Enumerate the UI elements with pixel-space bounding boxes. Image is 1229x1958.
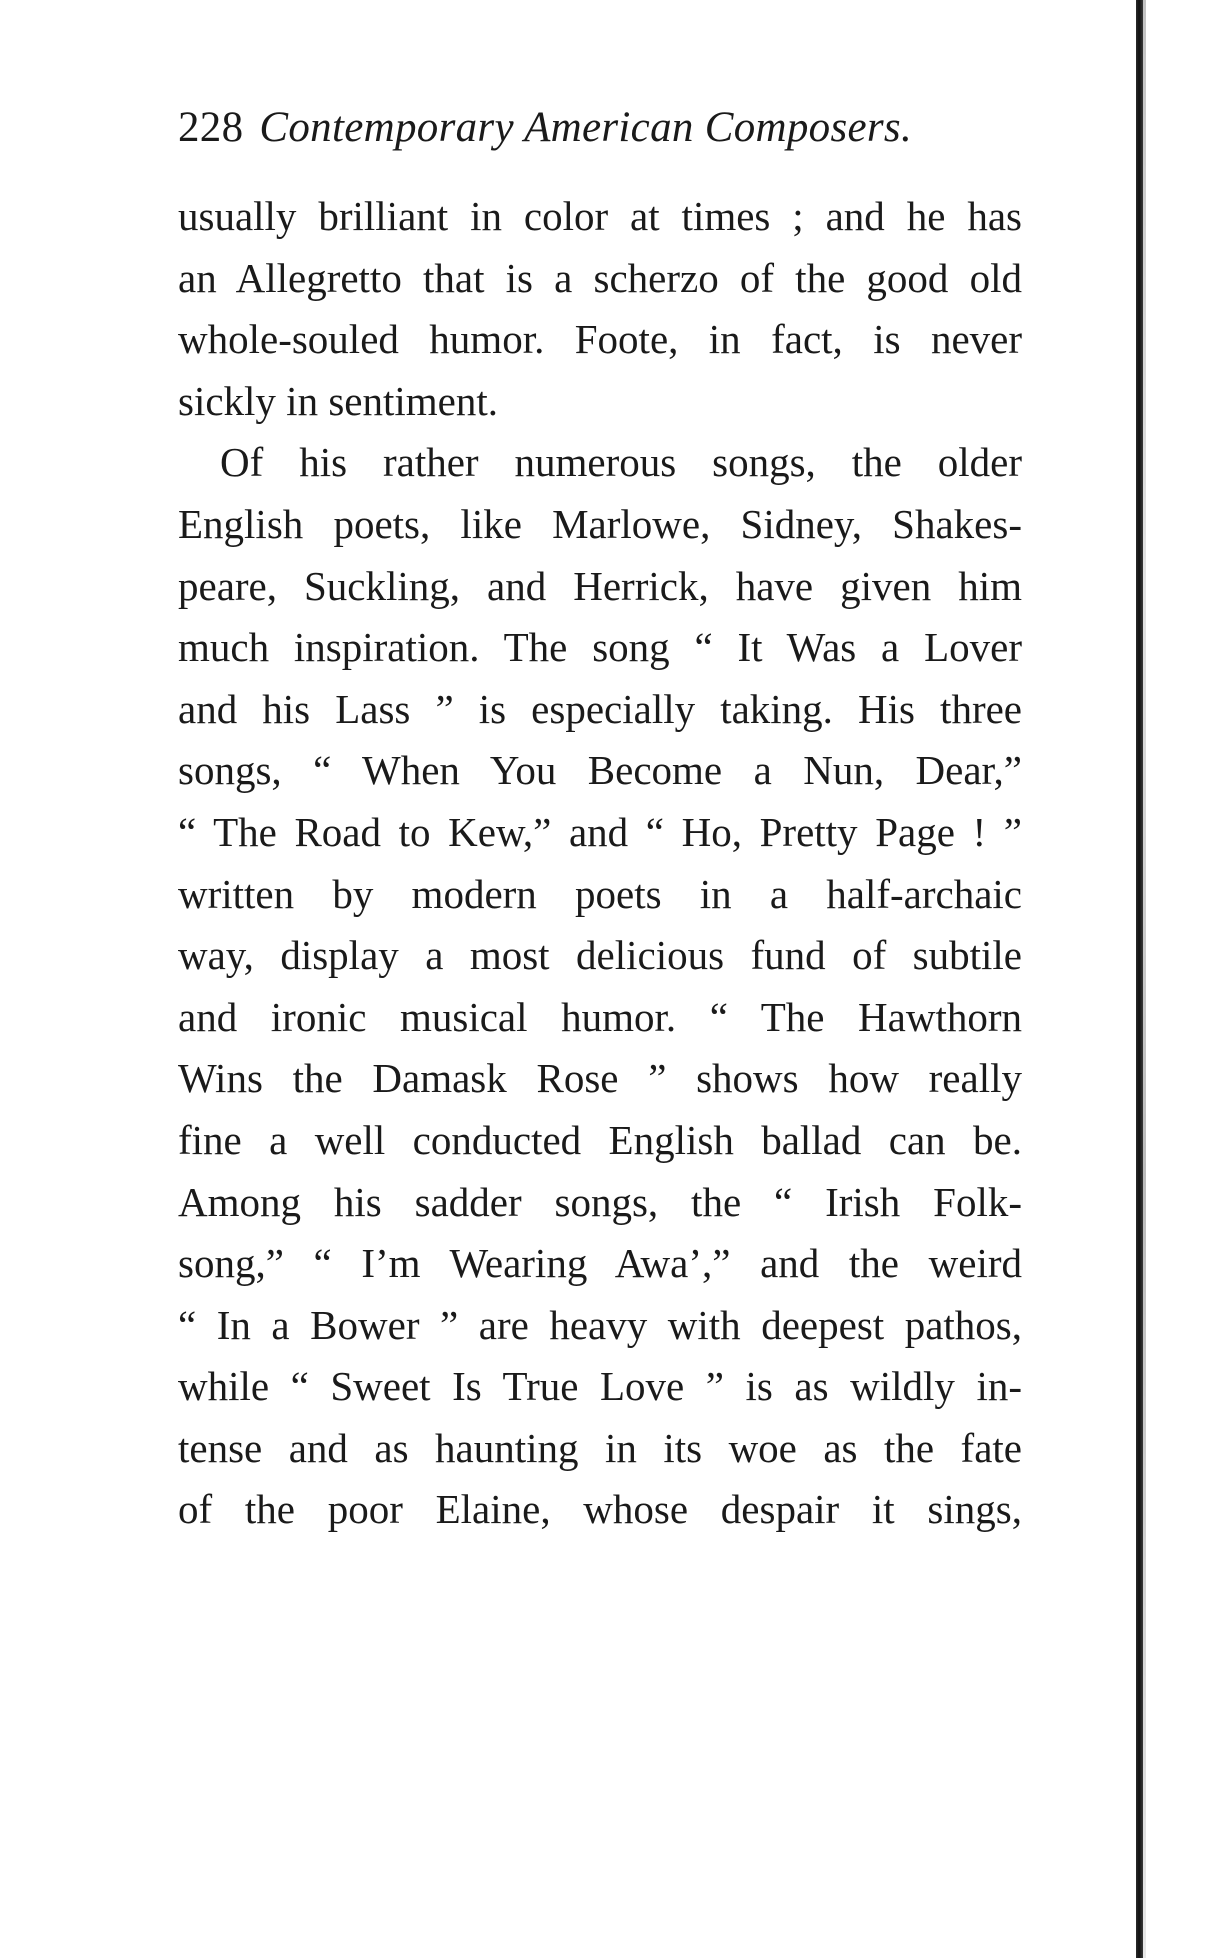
text-line: “ In a Bower ” are heavy with deepest pathos, <box>178 1301 1022 1348</box>
text-line: an Allegretto that is a scherzo of the good old <box>178 254 1022 301</box>
text-line: Among his sadder songs, the “ Irish Folk- <box>178 1178 1022 1225</box>
text-line: written by modern poets in a half-archaic <box>178 870 1022 917</box>
running-title: Contemporary American Composers. <box>259 104 912 151</box>
text-line: and his Lass ” is especially taking. His three <box>178 685 1022 732</box>
text-line: usually brilliant in color at times ; and he has <box>178 193 1022 239</box>
text-line: and ironic musical humor. “ The Hawthorn <box>178 993 1022 1040</box>
body-text <box>178 186 1022 1541</box>
text-line: “ The Road to Kew,” and “ Ho, Pretty Page ! ” <box>178 808 1022 855</box>
running-header <box>178 98 912 158</box>
text-line: peare, Suckling, and Herrick, have given him <box>178 562 1022 609</box>
text-line: songs, “ When You Become a Nun, Dear,” <box>178 747 1022 794</box>
text-line: sickly in sentiment. <box>178 377 498 424</box>
text-line: of the poor Elaine, whose despair it sings, <box>178 1486 1022 1533</box>
text-line: song,” “ I’m Wearing Awa’,” and the weird <box>178 1240 1022 1287</box>
text-line: English poets, like Marlowe, Sidney, Shakes- <box>178 500 1022 547</box>
text-line: while “ Sweet Is True Love ” is as wildly in- <box>178 1363 1022 1410</box>
page-number: 228 <box>178 104 244 151</box>
text-line: whole-souled humor. Foote, in fact, is never <box>178 316 1022 363</box>
text-line: much inspiration. The song “ It Was a Lover <box>178 624 1022 671</box>
page-spine-edge <box>1136 0 1143 1958</box>
text-line: fine a well conducted English ballad can be. <box>178 1116 1022 1163</box>
text-line: tense and as haunting in its woe as the fate <box>178 1424 1022 1471</box>
text-line: Wins the Damask Rose ” shows how really <box>178 1055 1022 1102</box>
text-line: Of his rather numerous songs, the older <box>220 439 1022 486</box>
text-line: way, display a most delicious fund of subtile <box>178 932 1022 979</box>
